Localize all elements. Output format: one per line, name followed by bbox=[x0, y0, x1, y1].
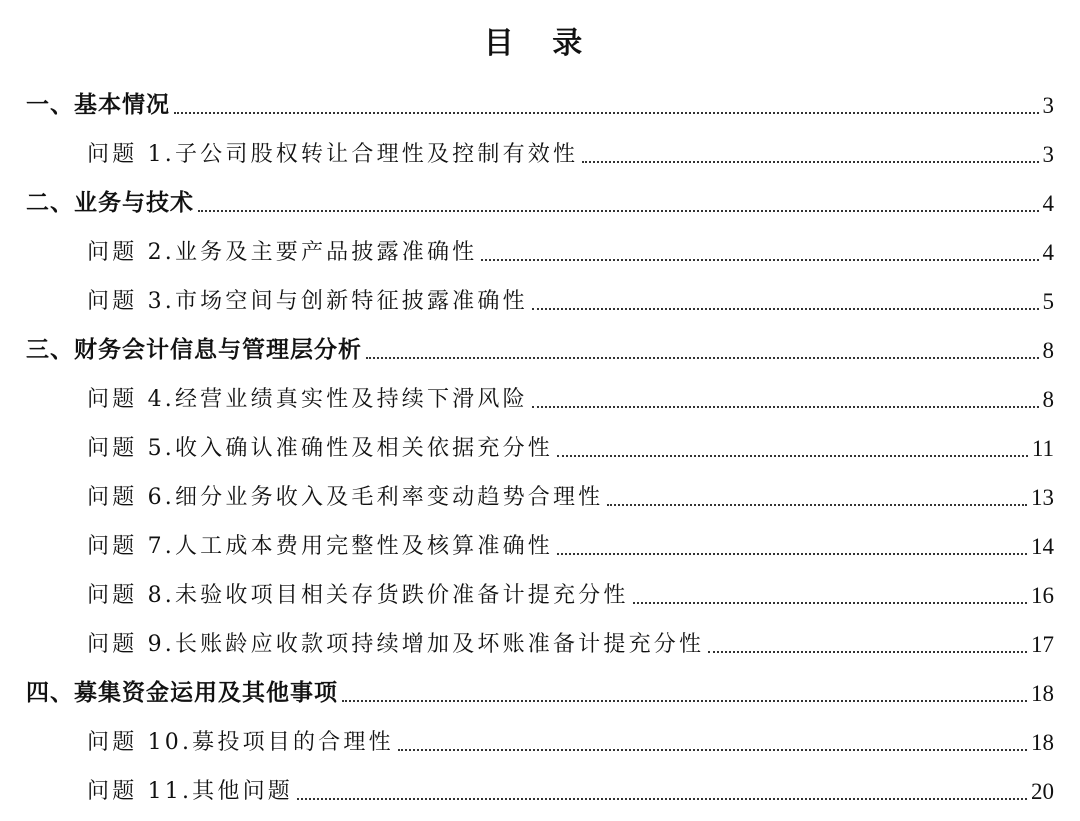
toc-question-entry[interactable] bbox=[0, 223, 1080, 272]
toc-entry-label: 问题 5.收入确认准确性及相关依据充分性 bbox=[87, 436, 553, 461]
toc-page-number: 18 bbox=[1031, 730, 1054, 755]
toc-page-number: 17 bbox=[1031, 632, 1054, 657]
toc-page-number: 4 bbox=[1042, 191, 1054, 216]
toc-entry-label: 问题 4.经营业绩真实性及持续下滑风险 bbox=[87, 387, 528, 412]
dot-leader bbox=[607, 504, 1027, 506]
toc-entry-label: 二、业务与技术 bbox=[26, 190, 194, 216]
toc-page-number: 13 bbox=[1031, 485, 1054, 510]
toc-question-entry[interactable] bbox=[0, 762, 1080, 811]
dot-leader bbox=[398, 749, 1027, 751]
toc-page-number: 11 bbox=[1031, 436, 1054, 461]
toc-page-number: 20 bbox=[1031, 779, 1054, 804]
toc-entry-label: 四、募集资金运用及其他事项 bbox=[26, 680, 338, 706]
toc-question-entry[interactable] bbox=[0, 370, 1080, 419]
toc-question-entry[interactable] bbox=[0, 125, 1080, 174]
toc-question-entry[interactable] bbox=[0, 615, 1080, 664]
toc-section-entry[interactable] bbox=[0, 76, 1080, 125]
dot-leader bbox=[297, 798, 1027, 800]
toc-page-number: 16 bbox=[1031, 583, 1054, 608]
dot-leader bbox=[366, 357, 1039, 359]
toc-section-entry[interactable] bbox=[0, 664, 1080, 713]
toc-entry-label: 问题 6.细分业务收入及毛利率变动趋势合理性 bbox=[87, 485, 604, 510]
toc-list bbox=[0, 76, 1080, 811]
toc-question-entry[interactable] bbox=[0, 517, 1080, 566]
dot-leader bbox=[342, 700, 1027, 702]
dot-leader bbox=[708, 651, 1027, 653]
toc-entry-label: 一、基本情况 bbox=[26, 92, 170, 118]
toc-page-number: 3 bbox=[1042, 142, 1054, 167]
toc-question-entry[interactable] bbox=[0, 419, 1080, 468]
toc-page-number: 18 bbox=[1031, 681, 1054, 706]
toc-question-entry[interactable] bbox=[0, 566, 1080, 615]
dot-leader bbox=[582, 161, 1038, 163]
toc-question-entry[interactable] bbox=[0, 713, 1080, 762]
toc-page-number: 5 bbox=[1042, 289, 1054, 314]
dot-leader bbox=[557, 455, 1028, 457]
toc-entry-label: 问题 9.长账龄应收款项持续增加及坏账准备计提充分性 bbox=[87, 632, 705, 657]
toc-page-number: 14 bbox=[1031, 534, 1054, 559]
dot-leader bbox=[174, 112, 1039, 114]
toc-page-number: 8 bbox=[1042, 387, 1054, 412]
toc-page-number: 4 bbox=[1042, 240, 1054, 265]
toc-entry-label: 问题 11.其他问题 bbox=[87, 779, 293, 804]
dot-leader bbox=[532, 406, 1039, 408]
toc-section-entry[interactable] bbox=[0, 321, 1080, 370]
toc-section-entry[interactable] bbox=[0, 174, 1080, 223]
toc-question-entry[interactable] bbox=[0, 272, 1080, 321]
toc-entry-label: 问题 3.市场空间与创新特征披露准确性 bbox=[87, 289, 528, 314]
toc-page-number: 8 bbox=[1042, 338, 1054, 363]
dot-leader bbox=[481, 259, 1038, 261]
toc-entry-label: 问题 8.未验收项目相关存货跌价准备计提充分性 bbox=[87, 583, 629, 608]
toc-page-number: 3 bbox=[1042, 93, 1054, 118]
toc-entry-label: 问题 10.募投项目的合理性 bbox=[87, 730, 394, 755]
dot-leader bbox=[532, 308, 1039, 310]
toc-entry-label: 三、财务会计信息与管理层分析 bbox=[26, 337, 362, 363]
dot-leader bbox=[633, 602, 1027, 604]
toc-question-entry[interactable] bbox=[0, 468, 1080, 517]
dot-leader bbox=[198, 210, 1039, 212]
toc-title: 目 录 bbox=[483, 26, 597, 61]
dot-leader bbox=[557, 553, 1027, 555]
toc-entry-label: 问题 2.业务及主要产品披露准确性 bbox=[87, 240, 478, 265]
toc-entry-label: 问题 7.人工成本费用完整性及核算准确性 bbox=[87, 534, 553, 559]
toc-entry-label: 问题 1.子公司股权转让合理性及控制有效性 bbox=[87, 142, 579, 167]
